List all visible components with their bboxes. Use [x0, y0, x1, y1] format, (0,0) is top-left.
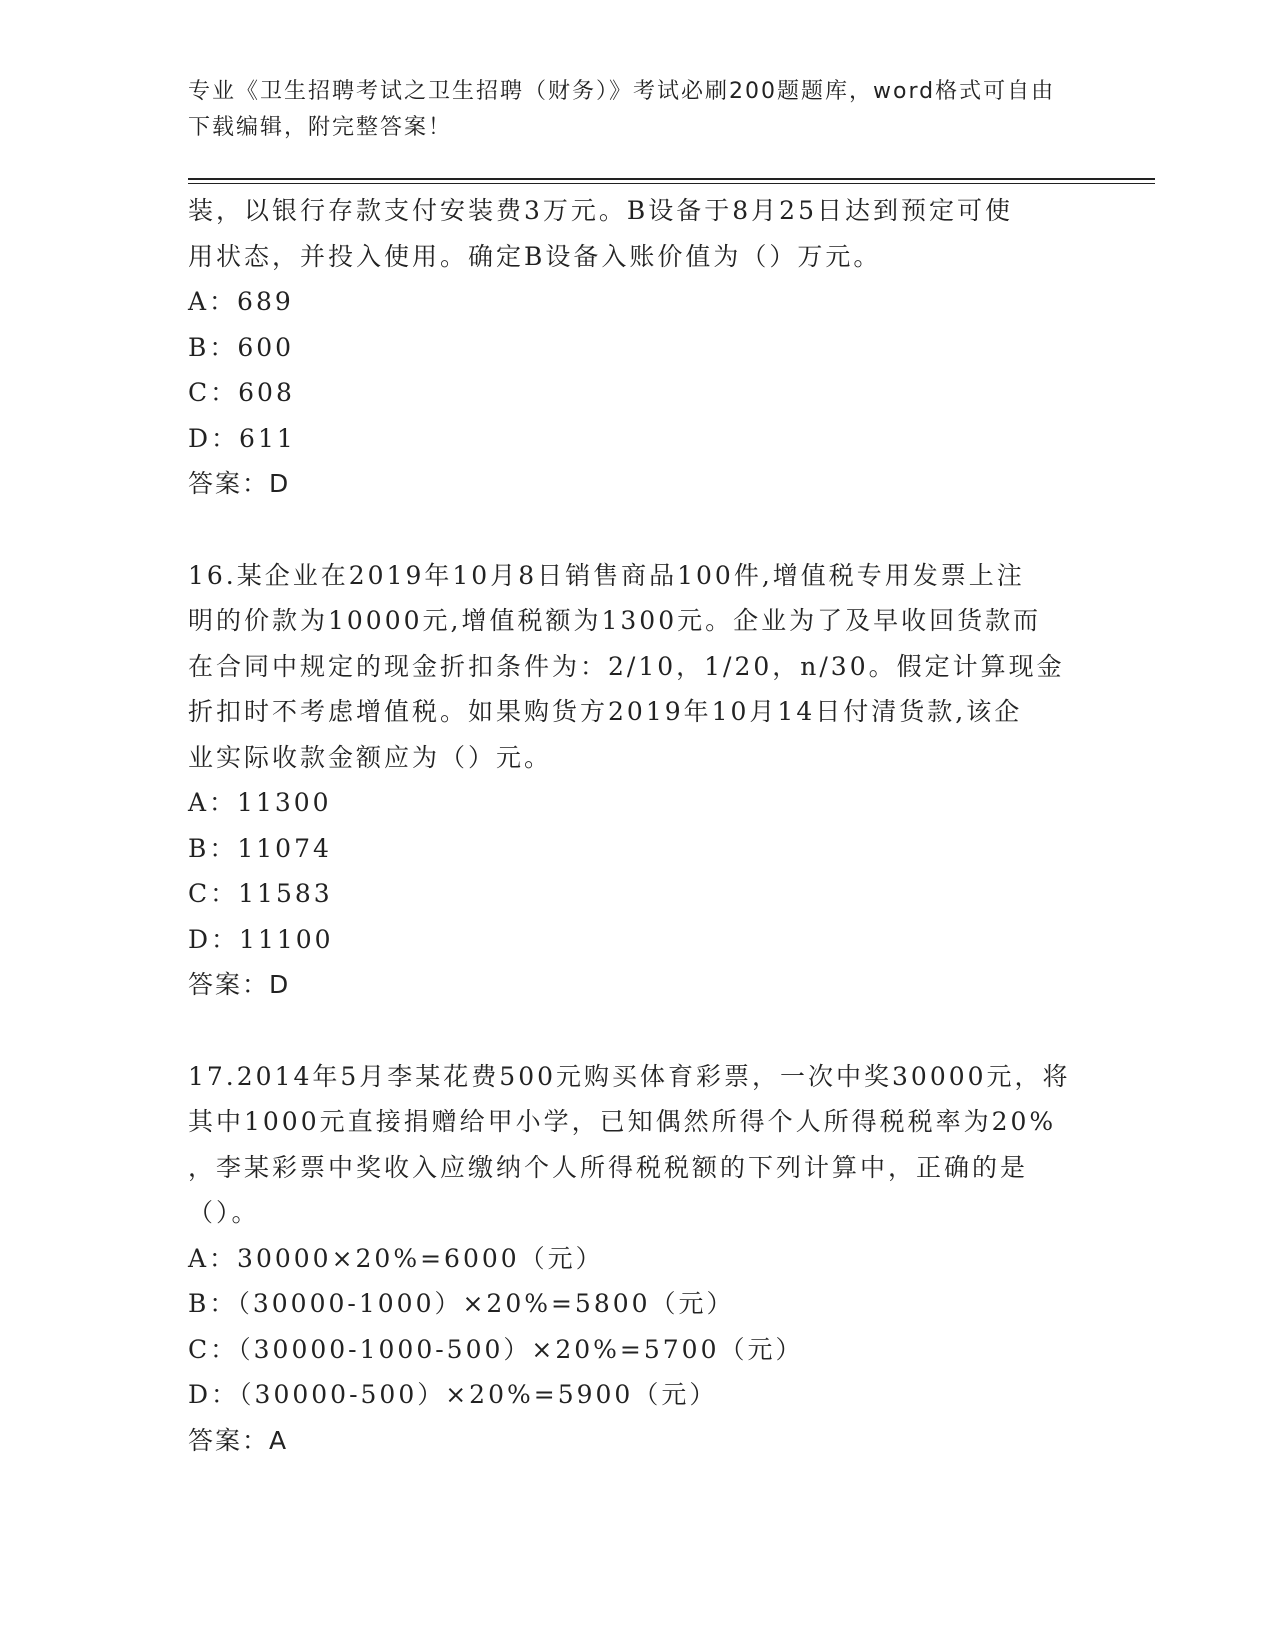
question-stem-line: 在合同中规定的现金折扣条件为：2/10，1/20，n/30。假定计算现金	[188, 651, 1065, 681]
option-d: D：611	[188, 423, 296, 453]
question-stem-line: 折扣时不考虑增值税。如果购货方2019年10月14日付清货款,该企	[188, 697, 1023, 726]
option-b: B：（30000-1000）×20%=5800（元）	[188, 1289, 735, 1318]
option-a: A：689	[188, 287, 294, 316]
answer-label: 答案：D	[188, 469, 291, 498]
answer-label: 答案：D	[188, 970, 291, 999]
question-stem-line: 明的价款为10000元,增值税额为1300元。企业为了及早收回货款而	[188, 606, 1042, 635]
question-stem-line: ，李某彩票中奖收入应缴纳个人所得税税额的下列计算中，正确的是	[188, 1152, 1029, 1182]
question-stem-line: 业实际收款金额应为（）元。	[188, 742, 553, 772]
question-spacer	[188, 507, 1088, 553]
question-stem-line: 16.某企业在2019年10月8日销售商品100件,增值税专用发票上注	[188, 560, 1025, 590]
document-header: 专业《卫生招聘考试之卫生招聘（财务）》考试必刷200题题库，word格式可自由下载编辑，附完整答案！	[188, 79, 1056, 140]
option-c: C：608	[188, 378, 295, 407]
option-a: A：30000×20%=6000（元）	[188, 1243, 604, 1273]
question-stem-line: 其中1000元直接捐赠给甲小学，已知偶然所得个人所得税税率为20%	[188, 1107, 1057, 1136]
question-list	[188, 188, 1088, 1463]
option-c: C：（30000-1000-500）×20%=5700（元）	[188, 1334, 804, 1364]
question-16	[188, 553, 1088, 1008]
question-17	[188, 1054, 1088, 1464]
answer-label: 答案：A	[188, 1425, 289, 1455]
header-rule-thick	[188, 178, 1155, 180]
option-d: D：（30000-500）×20%=5900（元）	[188, 1380, 718, 1409]
option-d: D：11100	[188, 924, 334, 954]
option-b: B：11074	[188, 833, 332, 863]
question-spacer	[188, 1008, 1088, 1054]
question-stem-line: 用状态，并投入使用。确定B设备入账价值为（）万元。	[188, 241, 882, 271]
question-stem-line: 装，以银行存款支付安装费3万元。B设备于8月25日达到预定可使	[188, 196, 1013, 225]
question-15	[188, 188, 1088, 507]
option-a: A：11300	[188, 788, 332, 817]
option-b: B：600	[188, 332, 295, 362]
header-rule-thin	[188, 183, 1155, 184]
option-c: C：11583	[188, 879, 333, 908]
question-stem-line: 17.2014年5月李某花费500元购买体育彩票，一次中奖30000元，将	[188, 1061, 1071, 1091]
question-stem-line: （）。	[188, 1198, 260, 1227]
